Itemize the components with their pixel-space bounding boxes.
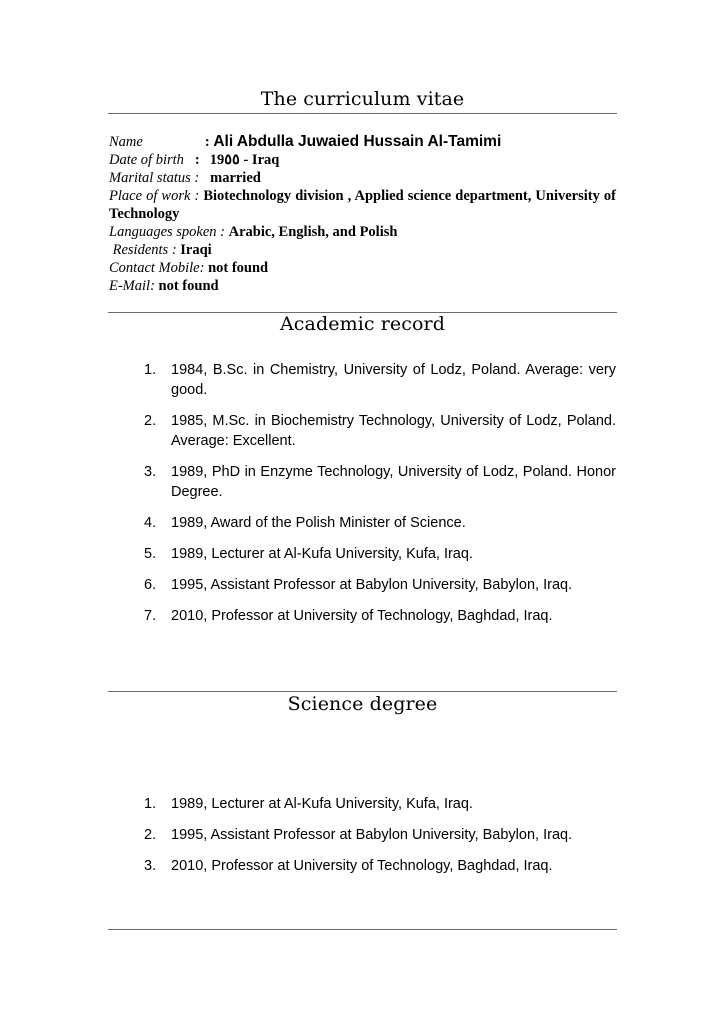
science-divider [108, 691, 617, 692]
list-item-text: 1984, B.Sc. in Chemistry, University of Lodz, Poland. Average: very good. [171, 362, 616, 398]
list-item-text: 1995, Assistant Professor at Babylon University, Babylon, Iraq. [171, 577, 573, 593]
list-item-number: 2. [144, 827, 157, 843]
mobile-label: Contact Mobile: [109, 260, 205, 276]
name-separator: : [204, 134, 210, 150]
list-item [108, 360, 616, 400]
page-title: The curriculum vitae [260, 88, 465, 110]
workplace-row [109, 187, 616, 223]
title-divider [108, 113, 617, 114]
science-heading: Science degree [287, 693, 438, 715]
list-item-number: 3. [144, 858, 157, 874]
residents-label: Residents : [112, 242, 177, 258]
list-item [108, 411, 616, 451]
residents-value: Iraqi [180, 242, 212, 258]
list-item [108, 575, 616, 595]
list-item-number: 7. [144, 608, 157, 624]
list-item-text: 1989, Lecturer at Al-Kufa University, Kufa, Iraq. [171, 546, 473, 562]
list-item-text: 1995, Assistant Professor at Babylon University, Babylon, Iraq. [171, 827, 573, 843]
email-label: E-Mail: [109, 278, 155, 294]
languages-value: Arabic, English, and Polish [228, 224, 398, 240]
marital-label: Marital status : [109, 170, 200, 186]
list-item [108, 462, 616, 502]
list-item [108, 825, 616, 845]
list-item-text: 1989, Award of the Polish Minister of Science. [171, 515, 466, 531]
list-item-number: 6. [144, 577, 157, 593]
list-item-number: 2. [144, 413, 157, 429]
residents-row [109, 241, 616, 259]
workplace-value: Biotechnology division , Applied science department, University of Technology [109, 188, 617, 222]
list-item [108, 794, 616, 814]
list-item [108, 544, 616, 564]
dob-value: 19٥٥ - Iraq [209, 152, 280, 168]
academic-heading: Academic record [279, 313, 446, 335]
list-item-number: 1. [144, 796, 157, 812]
name-value: Ali Abdulla Juwaied Hussain Al-Tamimi [213, 133, 502, 150]
name-row [109, 133, 616, 151]
list-item [108, 856, 616, 876]
science-list [108, 794, 616, 887]
email-value: not found [158, 278, 219, 294]
name-label: Name [109, 134, 143, 150]
dob-label: Date of birth [109, 152, 184, 168]
list-item-number: 4. [144, 515, 157, 531]
languages-label: Languages spoken : [109, 224, 225, 240]
marital-row [109, 169, 616, 187]
academic-list [108, 360, 616, 637]
list-item-text: 2010, Professor at University of Technology, Baghdad, Iraq. [171, 858, 553, 874]
bottom-divider [108, 929, 617, 930]
list-item [108, 606, 616, 626]
personal-info [109, 133, 616, 295]
mobile-value: not found [208, 260, 269, 276]
marital-value: married [210, 170, 261, 186]
list-item-text: 1989, Lecturer at Al-Kufa University, Kufa, Iraq. [171, 796, 473, 812]
email-row [109, 277, 616, 295]
list-item-number: 5. [144, 546, 157, 562]
list-item-text: 2010, Professor at University of Technology, Baghdad, Iraq. [171, 608, 553, 624]
languages-row [109, 223, 616, 241]
workplace-label: Place of work : [109, 188, 200, 204]
mobile-row [109, 259, 616, 277]
list-item-number: 3. [144, 464, 157, 480]
dob-separator: : [194, 152, 200, 168]
list-item [108, 513, 616, 533]
list-item-number: 1. [144, 362, 157, 378]
list-item-text: 1989, PhD in Enzyme Technology, University of Lodz, Poland. Honor Degree. [171, 464, 616, 500]
list-item-text: 1985, M.Sc. in Biochemistry Technology, University of Lodz, Poland. Average: Excellent. [171, 413, 616, 449]
dob-row [109, 151, 616, 169]
